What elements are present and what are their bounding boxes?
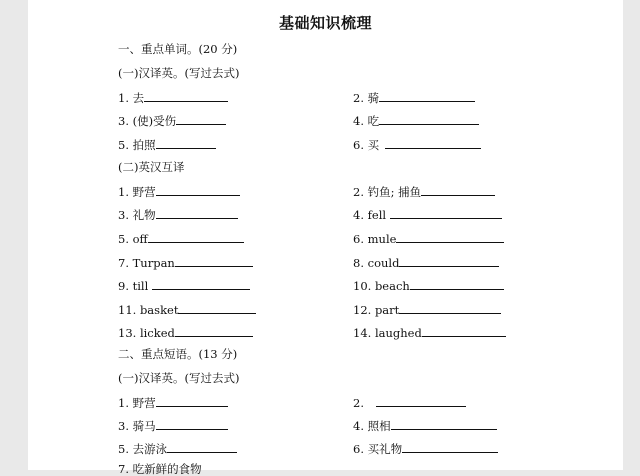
section-2-sub-1: (一)汉译英。(写过去式) xyxy=(118,371,240,385)
item-label: 3. 礼物 xyxy=(118,208,156,222)
item-label: 6. 买礼物 xyxy=(353,442,403,456)
s1-sub2-item-5 xyxy=(118,231,244,246)
answer-blank[interactable] xyxy=(399,255,499,267)
s2-sub1-item-7 xyxy=(118,462,202,476)
answer-blank[interactable] xyxy=(148,231,244,243)
s1-sub1-item-1 xyxy=(118,90,228,105)
item-label: 14. laughed xyxy=(353,326,422,340)
item-label: 2. 钓鱼; 捕鱼 xyxy=(353,185,422,199)
item-label: 5. 拍照 xyxy=(118,138,156,152)
answer-blank[interactable] xyxy=(410,278,504,290)
answer-blank[interactable] xyxy=(385,137,481,149)
answer-blank[interactable] xyxy=(396,231,504,243)
answer-blank[interactable] xyxy=(152,278,250,290)
item-label: 4. 吃 xyxy=(353,114,380,128)
answer-blank[interactable] xyxy=(422,325,506,337)
item-label: 7. Turpan xyxy=(118,256,175,270)
answer-blank[interactable] xyxy=(390,207,502,219)
item-label: 8. could xyxy=(353,256,400,270)
item-label: 13. licked xyxy=(118,326,175,340)
page-title: 基础知识梳理 xyxy=(278,14,372,32)
s2-sub1-item-2 xyxy=(353,395,466,410)
answer-blank[interactable] xyxy=(156,395,228,407)
s1-sub2-item-6 xyxy=(353,231,504,246)
item-label: 7. 吃新鲜的食物 xyxy=(118,462,202,476)
section-1-sub-1: (一)汉译英。(写过去式) xyxy=(118,66,240,80)
s1-sub1-item-5 xyxy=(118,137,216,152)
s1-sub1-item-3 xyxy=(118,113,226,128)
s1-sub2-item-3 xyxy=(118,207,238,222)
section-1-sub-2: (二)英汉互译 xyxy=(118,160,185,174)
answer-blank[interactable] xyxy=(156,207,238,219)
item-label: 5. 去游泳 xyxy=(118,442,168,456)
s1-sub2-item-1 xyxy=(118,184,240,199)
item-label: 6. mule xyxy=(353,232,397,246)
s1-sub2-item-12 xyxy=(353,302,501,317)
item-label: 2. 骑 xyxy=(353,91,380,105)
item-label: 3. 骑马 xyxy=(118,419,156,433)
item-label: 6. 买 xyxy=(353,138,380,152)
s1-sub2-item-13 xyxy=(118,325,253,340)
answer-blank[interactable] xyxy=(144,90,228,102)
answer-blank[interactable] xyxy=(402,441,498,453)
item-label: 10. beach xyxy=(353,279,410,293)
s1-sub1-item-2 xyxy=(353,90,475,105)
s1-sub2-item-4 xyxy=(353,207,502,222)
answer-blank[interactable] xyxy=(421,184,495,196)
document-page xyxy=(28,0,623,476)
section-2-heading: 二、重点短语。(13 分) xyxy=(118,347,238,361)
answer-blank[interactable] xyxy=(379,90,475,102)
s2-sub1-item-4 xyxy=(353,418,497,433)
answer-blank[interactable] xyxy=(156,137,216,149)
s1-sub2-item-11 xyxy=(118,302,256,317)
s1-sub2-item-8 xyxy=(353,255,499,270)
s2-sub1-item-1 xyxy=(118,395,228,410)
s2-sub1-item-5 xyxy=(118,441,237,456)
answer-blank[interactable] xyxy=(376,395,466,407)
item-label: 1. 野营 xyxy=(118,185,156,199)
item-label: 1. 野营 xyxy=(118,396,156,410)
item-label: 1. 去 xyxy=(118,91,145,105)
item-label: 3. (使)受伤 xyxy=(118,114,177,128)
answer-blank[interactable] xyxy=(379,113,479,125)
item-label: 12. part xyxy=(353,303,400,317)
item-label: 11. basket xyxy=(118,303,179,317)
answer-blank[interactable] xyxy=(175,325,253,337)
s1-sub2-item-14 xyxy=(353,325,506,340)
s2-sub1-item-3 xyxy=(118,418,228,433)
answer-blank[interactable] xyxy=(156,184,240,196)
answer-blank[interactable] xyxy=(175,255,253,267)
section-1-heading: 一、重点单词。(20 分) xyxy=(118,42,238,56)
s1-sub2-item-7 xyxy=(118,255,253,270)
s1-sub1-item-4 xyxy=(353,113,479,128)
answer-blank[interactable] xyxy=(156,418,228,430)
item-label: 5. off xyxy=(118,232,148,246)
s1-sub2-item-9 xyxy=(118,278,250,293)
item-label: 4. 照相 xyxy=(353,419,391,433)
answer-blank[interactable] xyxy=(399,302,501,314)
item-label: 4. fell xyxy=(353,208,387,222)
answer-blank[interactable] xyxy=(167,441,237,453)
answer-blank[interactable] xyxy=(391,418,497,430)
answer-blank[interactable] xyxy=(178,302,256,314)
s1-sub2-item-2 xyxy=(353,184,495,199)
answer-blank[interactable] xyxy=(176,113,226,125)
s1-sub1-item-6 xyxy=(353,137,481,152)
s1-sub2-item-10 xyxy=(353,278,504,293)
item-label: 2. xyxy=(353,396,364,410)
item-label: 9. till xyxy=(118,279,149,293)
s2-sub1-item-6 xyxy=(353,441,498,456)
